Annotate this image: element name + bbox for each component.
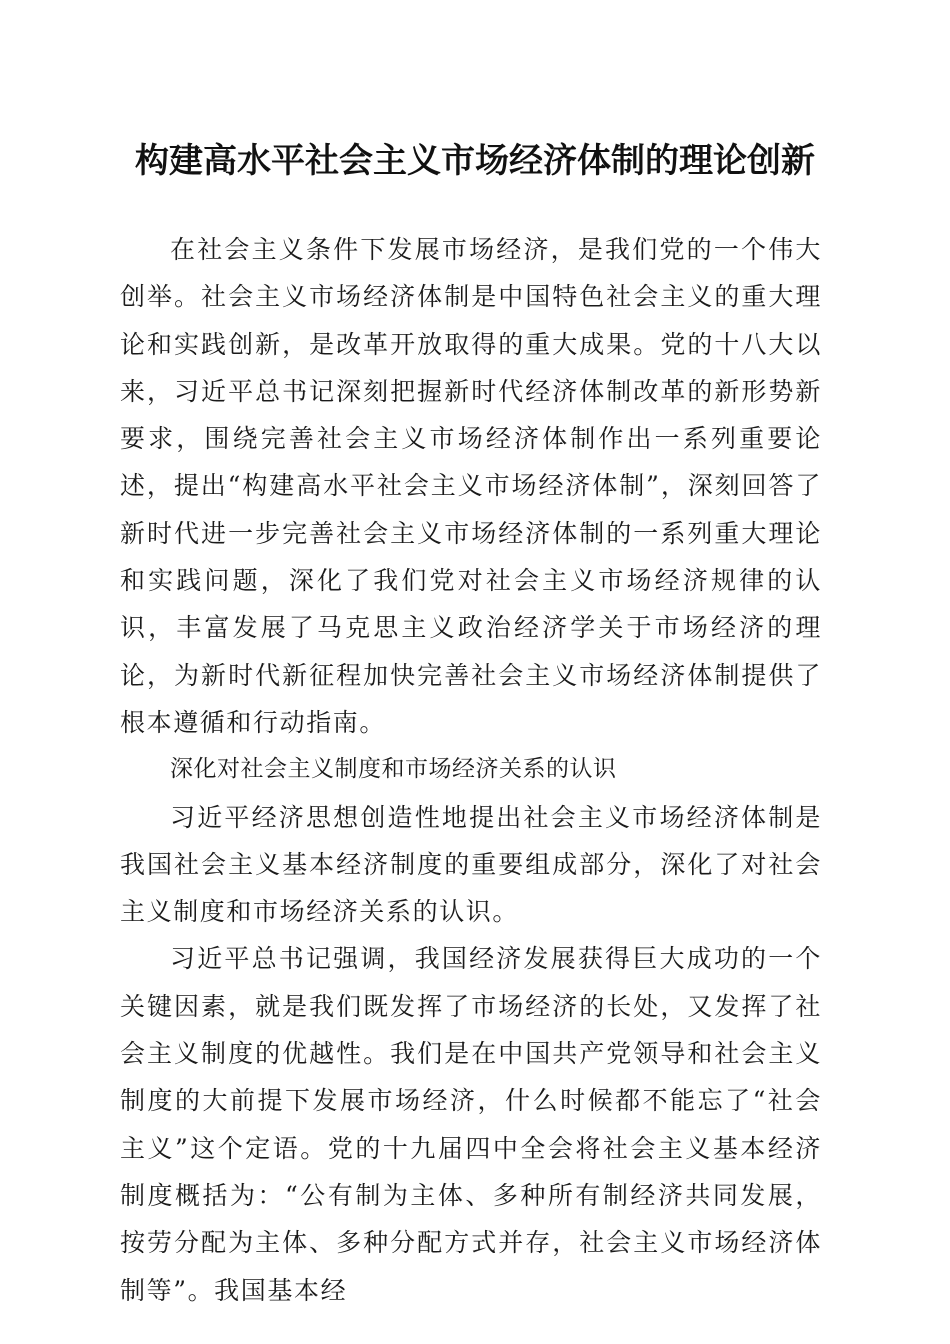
document-body	[120, 226, 822, 1314]
paragraph-key-factor: 习近平总书记强调，我国经济发展获得巨大成功的一个关键因素，就是我们既发挥了市场经济的长处，又发挥了社会主义制度的优越性。我们是在中国共产党领导和社会主义制度的大前提下发展市场经济，什么时候都不能忘了“社会主义”这个定语。党的十九届四中全会将社会主义基本经济制度概括为：“公有制为主体、多种所有制经济共同发展，按劳分配为主体、多种分配方式并存，社会主义市场经济体制等”。我国基本经	[120, 944, 822, 1305]
document-title: 构建高水平社会主义市场经济体制的理论创新	[135, 141, 815, 181]
section-heading: 深化对社会主义制度和市场经济关系的认识	[170, 756, 617, 783]
paragraph-intro: 在社会主义条件下发展市场经济，是我们党的一个伟大创举。社会主义市场经济体制是中国特色社会主义的重大理论和实践创新，是改革开放取得的重大成果。党的十八大以来，习近平总书记深刻把握新时代经济体制改革的新形势新要求，围绕完善社会主义市场经济体制作出一系列重要论述，提出“构建高水平社会主义市场经济体制”，深刻回答了新时代进一步完善社会主义市场经济体制的一系列重大理论和实践问题，深化了我们党对社会主义市场经济规律的认识，丰富发展了马克思主义政治经济学关于市场经济的理论，为新时代新征程加快完善社会主义市场经济体制提供了根本遵循和行动指南。	[120, 235, 822, 737]
paragraph-relationship: 习近平经济思想创造性地提出社会主义市场经济体制是我国社会主义基本经济制度的重要组成部分，深化了对社会主义制度和市场经济关系的认识。	[120, 802, 822, 927]
